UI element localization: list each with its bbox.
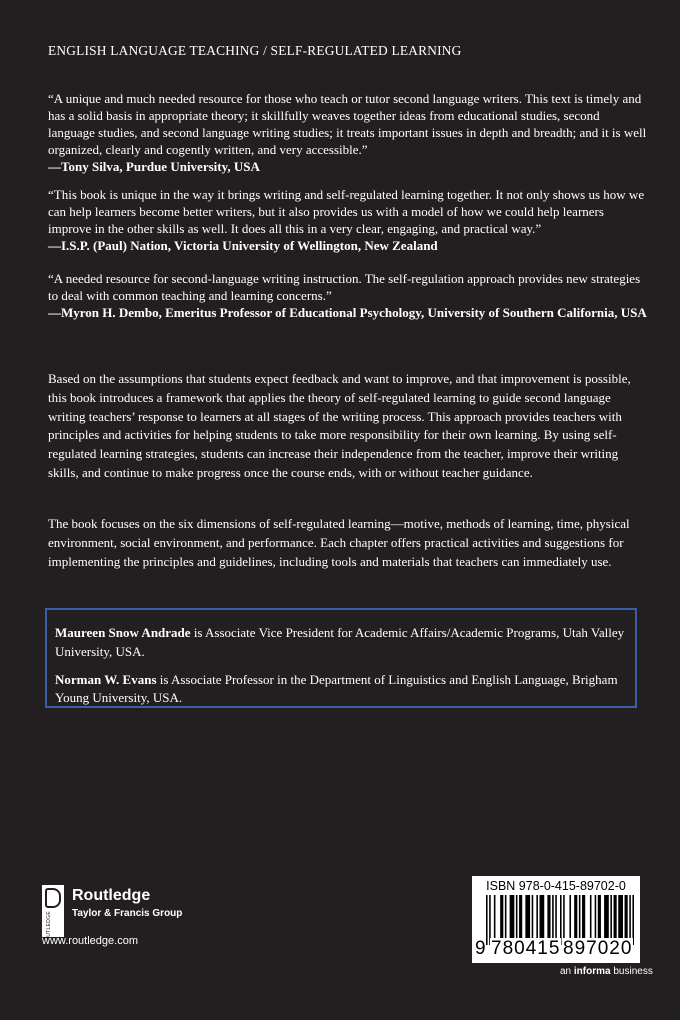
logo-vertical-text: ROUTLEDGE <box>46 911 52 945</box>
barcode-bar <box>574 895 577 939</box>
endorsement-1 <box>48 90 648 175</box>
barcode-bar <box>536 895 538 939</box>
category-line: ENGLISH LANGUAGE TEACHING / SELF-REGULATED LEARNING <box>48 43 462 58</box>
author-name: Norman W. Evans <box>55 671 157 687</box>
barcode-bar <box>532 895 534 939</box>
informa-prefix: an <box>560 966 574 977</box>
description-paragraph-2: The book focuses on the six dimensions of self-regulated learning—motive, methods of learning, time, physical environment, social environment, and performance. Each chapter offers practical activities and suggestions for implementing the principles and guidelines, including tools and materials that teachers can immediately use. <box>48 516 630 569</box>
barcode-digits <box>472 938 640 962</box>
publisher-url: www.routledge.com <box>42 935 138 947</box>
author-bio-2 <box>55 671 635 709</box>
endorsement-text: “This book is unique in the way it brings writing and self-regulated learning together. It not only shows us how we can help learners become better writers, but it also provides us with a model of how we could help learners improve in the other skills as well. It does all this in a very clear, engaging, and practical way.” <box>48 187 645 236</box>
barcode-bar <box>614 895 617 939</box>
endorsement-attribution: —Tony Silva, Purdue University, USA <box>48 159 260 174</box>
description-paragraph-1: Based on the assumptions that students expect feedback and want to improve, and that improvement is possible, this book introduces a framework that applies the theory of self-regulated learning to guide second language writing teachers’ response to learners at all stages of the writing process. This approach provides teachers with principles and activities for helping students to take more responsibility for their own learning. By using self-regulated learning strategies, students can increase their independence from the teacher, improve their writing skills, and continue to make progress once the course ends, with or without teacher guidance. <box>48 371 631 480</box>
barcode-bar <box>598 895 601 939</box>
barcode-bar <box>547 895 550 939</box>
endorsement-3 <box>48 270 648 321</box>
barcode-bar <box>500 895 503 939</box>
barcode-bar <box>625 895 628 939</box>
barcode-bar <box>618 895 623 939</box>
publisher-group: Taylor & Francis Group <box>72 908 183 919</box>
isbn-barcode <box>472 876 640 963</box>
barcode-bar <box>604 895 609 939</box>
barcode-bar <box>516 895 518 939</box>
informa-brand: informa <box>573 966 611 977</box>
author-bio-box <box>45 608 637 708</box>
barcode-bar <box>525 895 530 939</box>
barcode-bar <box>579 895 581 939</box>
barcode-digit-first: 9 <box>475 938 486 959</box>
endorsement-text: “A needed resource for second-language writing instruction. The self-regulation approach provides new strategies to deal with common teaching and learning concerns.” <box>48 271 641 303</box>
barcode-bar <box>595 895 597 939</box>
endorsements <box>48 90 648 332</box>
endorsement-2 <box>48 186 648 254</box>
isbn-label: ISBN 978-0-415-89702-0 <box>486 879 626 893</box>
barcode-bar <box>519 895 522 939</box>
barcode-bar <box>540 895 545 939</box>
endorsement-attribution: —Myron H. Dembo, Emeritus Professor of Educational Psychology, University of Southern California, USA <box>48 305 647 320</box>
author-name: Maureen Snow Andrade <box>55 625 191 640</box>
informa-tagline <box>560 966 653 977</box>
endorsement-attribution: —I.S.P. (Paul) Nation, Victoria University of Wellington, New Zealand <box>48 238 438 253</box>
author-bio-1 <box>55 624 635 662</box>
barcode-bar <box>552 895 554 939</box>
barcode-bar <box>494 895 496 939</box>
barcode-bar <box>569 895 571 939</box>
informa-suffix: business <box>610 966 653 977</box>
barcode-digits-right: 897020 <box>563 938 633 959</box>
author-bio-text: is Associate Vice President for Academic Affairs/Academic Programs, Utah Valley University, USA. <box>55 625 625 659</box>
barcode-bar <box>610 895 612 939</box>
barcode-bar <box>582 895 585 939</box>
barcode-bar <box>505 895 507 939</box>
endorsement-text: “A unique and much needed resource for those who teach or tutor second language writers. This text is timely and has a solid basis in appropriate theory; it skillfully weaves together ideas from educational studies, second language studies, and second language writing studies; it treats important issues in depth and breadth; and it is well organized, clearly and cogently written, and very accessible.” <box>48 91 647 157</box>
barcode-bar <box>510 895 515 939</box>
routledge-r-icon <box>42 885 64 945</box>
barcode-bar <box>590 895 592 939</box>
publisher-name: Routledge <box>72 887 151 904</box>
author-bio-text: is Associate Professor in the Department of Linguistics and English Language, Brigham Young University, USA. <box>55 671 618 706</box>
publisher-block <box>42 885 242 955</box>
barcode-digits-left: 780415 <box>491 938 561 959</box>
barcode-bar <box>555 895 557 939</box>
